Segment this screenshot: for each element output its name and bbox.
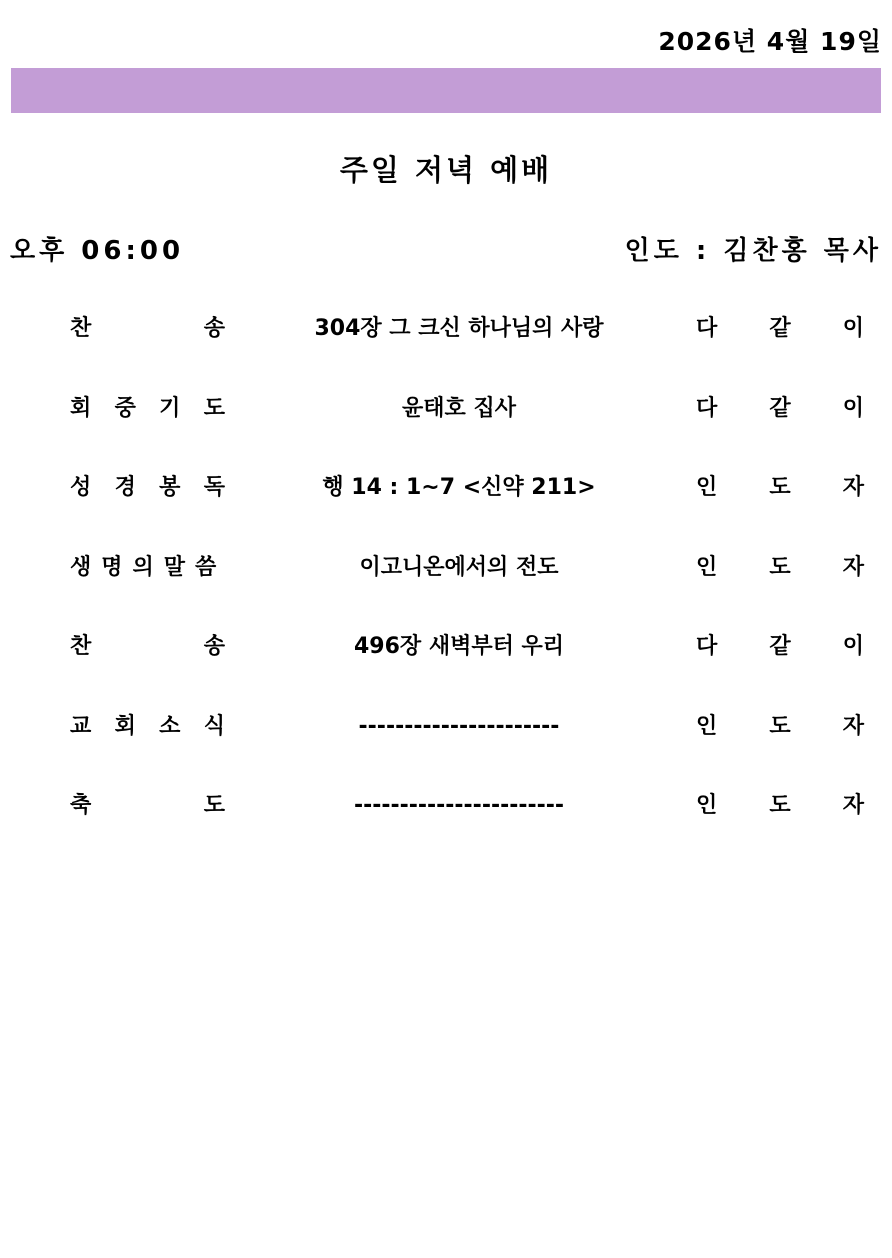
order-who: 다 같 이 <box>696 316 864 341</box>
order-who: 인 도 자 <box>696 793 864 818</box>
order-row <box>0 765 892 845</box>
service-title: 주일 저녁 예배 <box>339 153 553 187</box>
order-item: 생명의 말씀 <box>70 554 227 580</box>
order-who: 다 같 이 <box>696 395 864 421</box>
order-row <box>0 288 892 368</box>
order-content: 304장 그 크신 하나님의 사랑 <box>314 316 604 341</box>
order-content: 행 14 : 1~7 <신약 211> <box>322 475 596 500</box>
order-who: 다 같 이 <box>696 634 864 659</box>
order-item: 찬 송 <box>70 634 225 659</box>
service-date: 2026년 4월 19일 <box>658 27 882 56</box>
order-item: 성 경 봉 독 <box>70 475 225 500</box>
order-item: 교 회 소 식 <box>70 713 225 739</box>
order-content: 이고니온에서의 전도 <box>359 554 559 580</box>
order-content: ---------------------- <box>358 713 560 739</box>
order-item: 찬 송 <box>70 316 225 341</box>
order-row <box>0 686 892 766</box>
order-content: 윤태호 집사 <box>402 395 516 421</box>
order-content: 496장 새벽부터 우리 <box>353 634 564 659</box>
order-content: ----------------------- <box>353 793 564 818</box>
order-who: 인 도 자 <box>696 713 864 739</box>
order-row <box>0 606 892 686</box>
order-item: 축 도 <box>70 793 225 818</box>
service-leader: 인도 : 김찬홍 목사 <box>624 236 882 266</box>
order-row <box>0 447 892 527</box>
order-who: 인 도 자 <box>696 475 864 500</box>
order-of-service <box>0 288 892 845</box>
header-band <box>11 68 881 113</box>
service-time: 오후 06:00 <box>10 236 185 266</box>
order-row <box>0 527 892 607</box>
order-item: 회 중 기 도 <box>70 395 225 421</box>
order-who: 인 도 자 <box>696 554 864 580</box>
order-row <box>0 368 892 448</box>
